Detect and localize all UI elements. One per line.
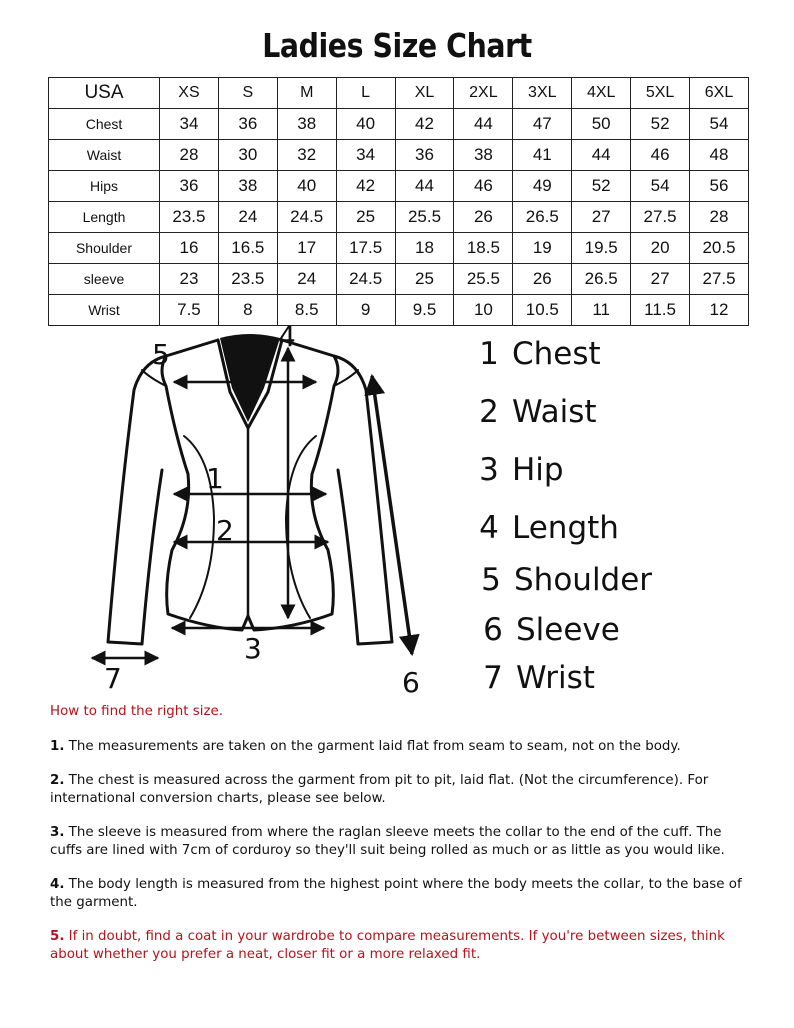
diagram-label-chest: 1 (206, 462, 224, 495)
size-cell: 24 (218, 202, 277, 233)
size-cell: 25.5 (395, 202, 454, 233)
size-cell: 36 (160, 171, 219, 202)
size-cell: 44 (572, 140, 631, 171)
size-row (49, 233, 749, 264)
size-cell: 24.5 (336, 264, 395, 295)
size-cell: 20.5 (690, 233, 749, 264)
size-cell: 44 (395, 171, 454, 202)
header-cell: 3XL (513, 78, 572, 109)
size-cell: 11 (572, 295, 631, 326)
size-cell: 9 (336, 295, 395, 326)
size-cell: 52 (631, 109, 690, 140)
size-cell: 40 (336, 109, 395, 140)
instruction-item (50, 824, 750, 860)
legend-label: Wrist (516, 660, 595, 696)
size-cell: 28 (690, 202, 749, 233)
size-cell: 7.5 (160, 295, 219, 326)
size-cell: 34 (160, 109, 219, 140)
instruction-item (50, 738, 750, 756)
size-cell: 26.5 (572, 264, 631, 295)
page-title: Ladies Size Chart (262, 26, 532, 65)
diagram-label-length: 4 (278, 320, 296, 353)
size-row (49, 140, 749, 171)
size-cell: 17.5 (336, 233, 395, 264)
size-cell: 38 (277, 109, 336, 140)
row-label: sleeve (49, 264, 160, 295)
size-header-row (49, 78, 749, 109)
legend-item (466, 394, 597, 434)
size-cell: 54 (631, 171, 690, 202)
size-cell: 46 (631, 140, 690, 171)
row-label: Length (49, 202, 160, 233)
size-cell: 42 (395, 109, 454, 140)
size-cell: 56 (690, 171, 749, 202)
size-cell: 52 (572, 171, 631, 202)
diagram-label-hip: 3 (244, 632, 262, 665)
size-row (49, 171, 749, 202)
size-cell: 26 (513, 264, 572, 295)
size-cell: 54 (690, 109, 749, 140)
header-cell: L (336, 78, 395, 109)
size-cell: 24.5 (277, 202, 336, 233)
diagram-label-waist: 2 (216, 514, 234, 547)
legend-label: Chest (512, 336, 601, 372)
instruction-item (50, 876, 750, 912)
legend-number: 4 (479, 510, 499, 546)
legend-item (468, 562, 652, 602)
header-cell: S (218, 78, 277, 109)
diagram-label-sleeve: 6 (402, 666, 420, 699)
legend-number: 1 (479, 336, 499, 372)
row-label: Chest (49, 109, 160, 140)
legend-label: Hip (512, 452, 564, 488)
size-cell: 10.5 (513, 295, 572, 326)
instruction-number: 4. (50, 877, 65, 892)
header-cell: M (277, 78, 336, 109)
size-cell: 50 (572, 109, 631, 140)
size-cell: 40 (277, 171, 336, 202)
size-cell: 27.5 (631, 202, 690, 233)
legend-number: 6 (483, 612, 503, 648)
size-cell: 49 (513, 171, 572, 202)
size-cell: 20 (631, 233, 690, 264)
size-cell: 41 (513, 140, 572, 171)
size-cell: 9.5 (395, 295, 454, 326)
instruction-text: If in doubt, find a coat in your wardrobe to compare measurements. If you're between sizes, think about whether you prefer a neat, closer fit or a more relaxed fit. (50, 929, 725, 962)
size-cell: 27 (572, 202, 631, 233)
instruction-number: 3. (50, 825, 65, 840)
instruction-item (50, 772, 750, 808)
size-cell: 24 (277, 264, 336, 295)
size-cell: 26 (454, 202, 513, 233)
size-cell: 27.5 (690, 264, 749, 295)
size-cell: 23.5 (160, 202, 219, 233)
legend-item (466, 336, 601, 376)
size-cell: 28 (160, 140, 219, 171)
size-cell: 38 (454, 140, 513, 171)
header-cell: 2XL (454, 78, 513, 109)
legend-item (466, 510, 619, 550)
size-cell: 25.5 (454, 264, 513, 295)
size-cell: 18 (395, 233, 454, 264)
measurement-legend (466, 330, 766, 700)
legend-label: Length (512, 510, 619, 546)
row-label: Waist (49, 140, 160, 171)
size-cell: 26.5 (513, 202, 572, 233)
header-cell: XL (395, 78, 454, 109)
size-cell: 47 (513, 109, 572, 140)
legend-label: Shoulder (514, 562, 653, 598)
size-cell: 17 (277, 233, 336, 264)
header-cell: 6XL (690, 78, 749, 109)
instruction-number: 5. (50, 929, 65, 944)
size-cell: 16 (160, 233, 219, 264)
instruction-text: The measurements are taken on the garment laid flat from seam to seam, not on the body. (64, 739, 681, 754)
size-cell: 19 (513, 233, 572, 264)
instruction-number: 2. (50, 773, 65, 788)
size-cell: 11.5 (631, 295, 690, 326)
size-row (49, 202, 749, 233)
size-cell: 44 (454, 109, 513, 140)
legend-label: Sleeve (516, 612, 620, 648)
size-cell: 8 (218, 295, 277, 326)
instruction-number: 1. (50, 739, 65, 754)
size-cell: 8.5 (277, 295, 336, 326)
size-cell: 36 (218, 109, 277, 140)
row-label: Wrist (49, 295, 160, 326)
size-cell: 19.5 (572, 233, 631, 264)
header-cell: 5XL (631, 78, 690, 109)
size-cell: 23.5 (218, 264, 277, 295)
instruction-text: The sleeve is measured from where the raglan sleeve meets the collar to the end of the cuff. The cuffs are lined with 7cm of corduroy so they'll suit being rolled as much or as little as you would like. (50, 825, 725, 858)
diagram-label-wrist: 7 (104, 662, 122, 695)
legend-item (466, 452, 564, 492)
legend-number: 2 (479, 394, 499, 430)
instruction-text: The body length is measured from the highest point where the body meets the collar, to the base of the garment. (50, 877, 742, 910)
legend-item (470, 660, 595, 700)
legend-label: Waist (512, 394, 597, 430)
instruction-text: The chest is measured across the garment from pit to pit, laid flat. (Not the circumference). For international conversion charts, please see below. (50, 773, 709, 806)
sizing-instructions (50, 704, 750, 980)
row-label: Shoulder (49, 233, 160, 264)
jacket-diagram (80, 318, 440, 700)
size-cell: 12 (690, 295, 749, 326)
row-label: Hips (49, 171, 160, 202)
size-cell: 36 (395, 140, 454, 171)
size-row (49, 109, 749, 140)
header-cell: USA (49, 78, 160, 109)
size-row (49, 264, 749, 295)
size-cell: 25 (395, 264, 454, 295)
instruction-item-highlight (50, 928, 750, 964)
size-cell: 23 (160, 264, 219, 295)
legend-number: 3 (479, 452, 499, 488)
diagram-label-shoulder: 5 (152, 338, 170, 371)
size-cell: 10 (454, 295, 513, 326)
size-cell: 18.5 (454, 233, 513, 264)
legend-number: 7 (483, 660, 503, 696)
size-cell: 27 (631, 264, 690, 295)
size-cell: 30 (218, 140, 277, 171)
legend-number: 5 (481, 562, 501, 598)
size-cell: 38 (218, 171, 277, 202)
instructions-heading: How to find the right size. (50, 704, 224, 719)
size-cell: 34 (336, 140, 395, 171)
size-cell: 32 (277, 140, 336, 171)
legend-item (470, 612, 620, 652)
size-cell: 25 (336, 202, 395, 233)
header-cell: XS (160, 78, 219, 109)
size-cell: 46 (454, 171, 513, 202)
size-cell: 42 (336, 171, 395, 202)
size-cell: 16.5 (218, 233, 277, 264)
size-cell: 48 (690, 140, 749, 171)
header-cell: 4XL (572, 78, 631, 109)
size-table (48, 77, 749, 326)
